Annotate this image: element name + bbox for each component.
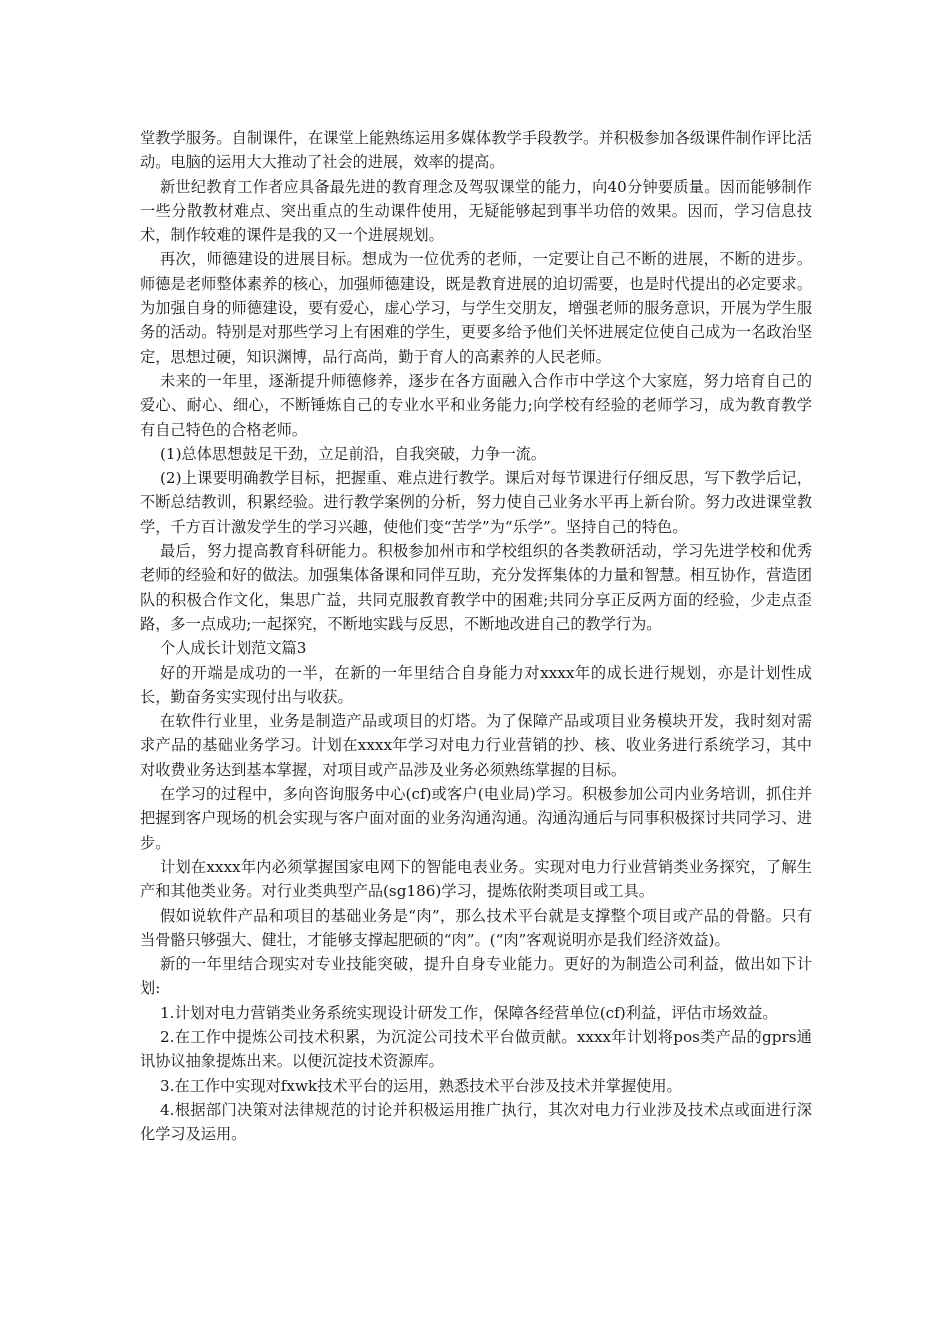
paragraph: (1)总体思想鼓足干劲，立足前沿，自我突破，力争一流。 (160, 444, 547, 463)
paragraph: 在软件行业里，业务是制造产品或项目的灯塔。为了保障产品或项目业务模块开发，我时刻对需求产品的基础业务学习。计划在xxxx年学习对电力行业营销的抄、核、收业务进行系统学习，其中对收费业务达到基本掌握，对项目或产品涉及业务必须熟练掌握的目标。 (140, 712, 812, 779)
paragraph: 2.在工作中提炼公司技术积累，为沉淀公司技术平台做贡献。xxxx年计划将pos类产品的gprs通讯协议抽象提炼出来。以便沉淀技术资源库。 (140, 1027, 812, 1071)
paragraph: 最后，努力提高教育科研能力。积极参加州市和学校组织的各类教研活动，学习先进学校和优秀老师的经验和好的做法。加强集体备课和同伴互助，充分发挥集体的力量和智慧。相互协作，营造团队的积极合作文化，集思广益，共同克服教育教学中的困难;共同分享正反两方面的经验，少走点歪路，多一点成功;一起探究，不断地实践与反思，不断地改进自己的教学行为。 (140, 542, 812, 633)
paragraph: 计划在xxxx年内必须掌握国家电网下的智能电表业务。实现对电力行业营销类业务探究，了解生产和其他类业务。对行业类典型产品(sg186)学习，提炼依附类项目或工具。 (140, 857, 812, 901)
paragraph: 新世纪教育工作者应具备最先进的教育理念及驾驭课堂的能力，向40分钟要质量。因而能够制作一些分散教材难点、突出重点的生动课件使用，无疑能够起到事半功倍的效果。因而，学习信息技术，制作较难的课件是我的又一个进展规划。 (140, 177, 812, 245)
paragraph: 假如说软件产品和项目的基础业务是“肉”，那么技术平台就是支撑整个项目或产品的骨骼。只有当骨骼只够强大、健壮，才能够支撑起肥硕的“肉”。(“肉”客观说明亦是我们经济效益)。 (140, 906, 812, 949)
paragraph: 再次，师德建设的进展目标。想成为一位优秀的老师，一定要让自己不断的进展，不断的进步。师德是老师整体素养的核心，加强师德建设，既是教育进展的迫切需要，也是时代提出的必定要求。为加强自身的师德建设，要有爱心，虚心学习，与学生交朋友，增强老师的服务意识，开展为学生服务的活动。特别是对那些学习上有困难的学生，更要多给予他们关怀进展定位使自己成为一名政治坚定，思想过硬，知识渊博，品行高尚，勤于育人的高素养的人民老师。 (140, 250, 812, 366)
paragraph: 1.计划对电力营销类业务系统实现设计研发工作，保障各经营单位(cf)利益，评估市场效益。 (160, 1003, 778, 1022)
paragraph: (2)上课要明确教学目标，把握重、难点进行教学。课后对每节课进行仔细反思，写下教学后记，不断总结教训，积累经验。进行教学案例的分析，努力使自己业务水平再上新台阶。努力改进课堂教学，千方百计激发学生的学习兴趣，使他们变“苦学”为“乐学”。坚持自己的特色。 (140, 469, 812, 536)
document-body (140, 126, 812, 1146)
paragraph: 4.根据部门决策对法律规范的讨论并积极运用推广执行，其次对电力行业涉及技术点或面进行深化学习及运用。 (140, 1100, 812, 1144)
paragraph: 在学习的过程中，多向咨询服务中心(cf)或客户(电业局)学习。积极参加公司内业务培训，抓住并把握到客户现场的机会实现与客户面对面的业务沟通沟通。沟通沟通后与同事积极探讨共同学习、进步。 (140, 785, 812, 852)
paragraph: 未来的一年里，逐渐提升师德修养，逐步在各方面融入合作市中学这个大家庭，努力培育自己的爱心、耐心、细心，不断锤炼自己的专业水平和业务能力;向学校有经验的老师学习，成为教育教学有自己特色的合格老师。 (140, 371, 812, 439)
paragraph: 堂教学服务。自制课件，在课堂上能熟练运用多媒体教学手段教学。并积极参加各级课件制作评比活动。电脑的运用大大推动了社会的进展，效率的提高。 (140, 129, 812, 172)
paragraph: 好的开端是成功的一半，在新的一年里结合自身能力对xxxx年的成长进行规划，亦是计划性成长，勤奋务实实现付出与收获。 (140, 663, 812, 706)
section-heading: 个人成长计划范文篇3 (160, 639, 307, 658)
paragraph: 新的一年里结合现实对专业技能突破，提升自身专业能力。更好的为制造公司利益，做出如下计划: (140, 955, 812, 998)
paragraph: 3.在工作中实现对fxwk技术平台的运用，熟悉技术平台涉及技术并掌握使用。 (160, 1076, 682, 1095)
